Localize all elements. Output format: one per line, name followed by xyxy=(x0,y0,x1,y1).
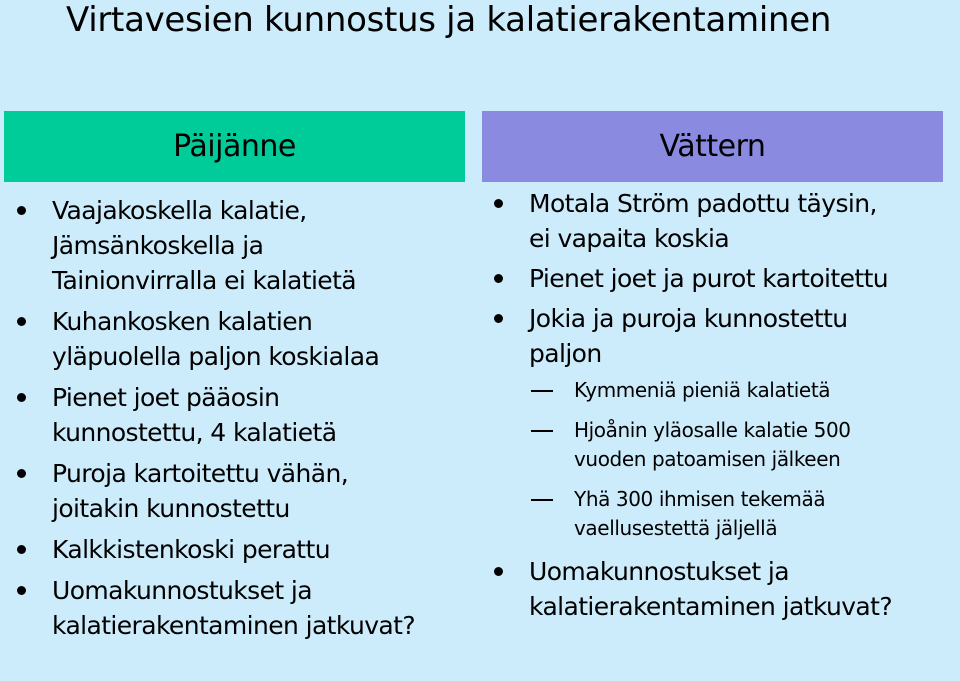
dash-bullet-icon xyxy=(531,430,553,432)
bullet-dot-icon xyxy=(17,206,26,215)
bullet-line: Puroja kartoitettu vähän, xyxy=(52,459,349,488)
bullet-line: Kuhankosken kalatien xyxy=(52,307,313,336)
bullet-line: Uomakunnostukset ja xyxy=(52,576,312,605)
column-header-paijanne-label: Päijänne xyxy=(173,128,296,164)
bullet-dot-icon xyxy=(17,317,26,326)
bullet-dot-icon xyxy=(494,567,503,576)
slide-title: Virtavesien kunnostus ja kalatierakentaminen xyxy=(66,0,832,40)
bullet-line: Pienet joet pääosin xyxy=(52,383,280,412)
bullet-item xyxy=(14,532,484,567)
bullet-line: Pienet joet ja purot kartoitettu xyxy=(529,264,889,293)
bullet-item xyxy=(14,380,484,450)
sub-bullet-line: vuoden patoamisen jälkeen xyxy=(574,447,841,471)
vattern-bullet-list xyxy=(491,186,960,629)
bullet-item xyxy=(14,456,484,526)
bullet-line: Vaajakoskella kalatie, xyxy=(52,196,307,225)
sub-bullet-list xyxy=(491,376,960,543)
paijanne-bullet-list xyxy=(14,193,484,649)
bullet-line: Jämsänkoskella ja xyxy=(52,231,264,260)
bullet-item xyxy=(491,186,960,256)
bullet-line: paljon xyxy=(529,339,602,368)
bullet-item xyxy=(491,301,960,371)
bullet-dot-icon xyxy=(494,274,503,283)
bullet-line: kunnostettu, 4 kalatietä xyxy=(52,418,337,447)
sub-bullet-item xyxy=(491,376,960,405)
bullet-line: kalatierakentaminen jatkuvat? xyxy=(52,611,416,640)
bullet-line: Jokia ja puroja kunnostettu xyxy=(529,304,848,333)
sub-bullet-item xyxy=(491,485,960,543)
bullet-item xyxy=(14,304,484,374)
bullet-line: Motala Ström padottu täysin, xyxy=(529,189,877,218)
bullet-dot-icon xyxy=(494,199,503,208)
bullet-item xyxy=(14,573,484,643)
column-header-paijanne xyxy=(4,111,465,182)
bullet-line: yläpuolella paljon koskialaa xyxy=(52,342,380,371)
dash-bullet-icon xyxy=(531,390,553,392)
bullet-item xyxy=(14,193,484,298)
column-header-vattern xyxy=(482,111,943,182)
sub-bullet-line: Yhä 300 ihmisen tekemää xyxy=(574,487,826,511)
column-header-vattern-label: Vättern xyxy=(659,128,766,164)
bullet-line: ei vapaita koskia xyxy=(529,224,730,253)
sub-list-container xyxy=(491,376,960,543)
bullet-item xyxy=(491,261,960,296)
sub-bullet-item xyxy=(491,416,960,474)
bullet-line: joitakin kunnostettu xyxy=(52,494,290,523)
bullet-dot-icon xyxy=(17,393,26,402)
bullet-dot-icon xyxy=(17,469,26,478)
bullet-dot-icon xyxy=(17,586,26,595)
bullet-line: Kalkkistenkoski perattu xyxy=(52,535,330,564)
sub-bullet-line: Kymmeniä pieniä kalatietä xyxy=(574,378,831,402)
bullet-dot-icon xyxy=(17,545,26,554)
bullet-line: Uomakunnostukset ja xyxy=(529,557,789,586)
bullet-line: Tainionvirralla ei kalatietä xyxy=(52,266,357,295)
dash-bullet-icon xyxy=(531,499,553,501)
bullet-item xyxy=(491,554,960,624)
bullet-line: kalatierakentaminen jatkuvat? xyxy=(529,592,893,621)
bullet-dot-icon xyxy=(494,314,503,323)
sub-bullet-line: Hjoånin yläosalle kalatie 500 xyxy=(574,418,851,442)
sub-bullet-line: vaellusestettä jäljellä xyxy=(574,516,778,540)
